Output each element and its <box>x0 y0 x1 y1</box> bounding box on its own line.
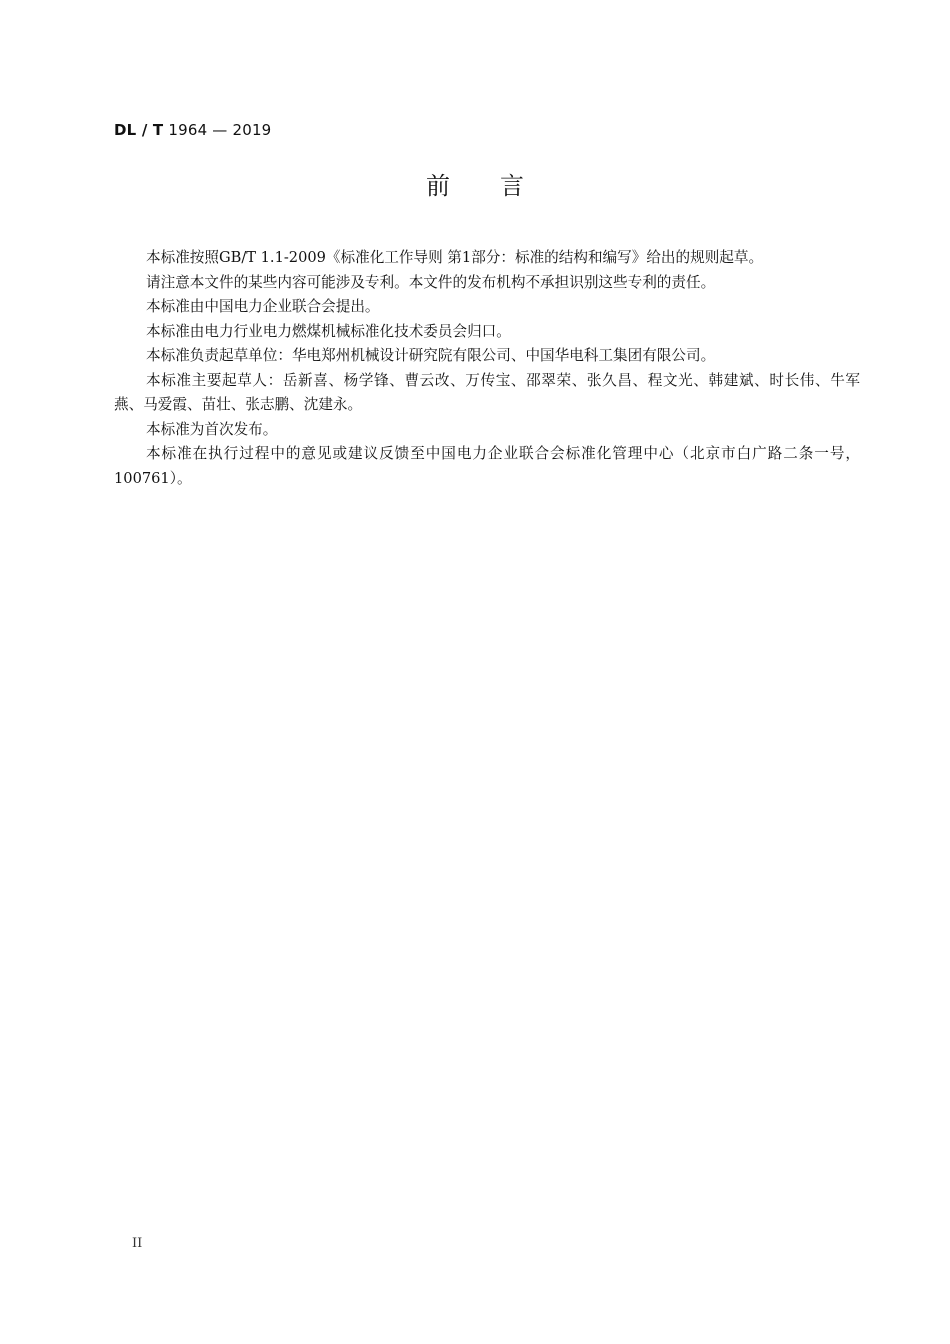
standard-code: DL / T <box>114 121 164 139</box>
paragraph-first-release: 本标准为首次发布。 <box>146 420 278 438</box>
paragraph-patent-notice: 请注意本文件的某些内容可能涉及专利。本文件的发布机构不承担识别这些专利的责任。 <box>146 273 716 291</box>
page-number: II <box>132 1236 143 1251</box>
document-header <box>114 121 271 139</box>
paragraph-drafters: 本标准主要起草人：岳新喜、杨学锋、曹云改、万传宝、邵翠荣、张久昌、程文光、韩建斌、时长伟、牛军燕、马爱霞、苗壮、张志鹏、沈建永。 <box>114 371 860 413</box>
paragraph-drafting-rules: 本标准按照GB/T 1.1-2009《标准化工作导则 第1部分：标准的结构和编写》给出的规则起草。 <box>146 249 764 266</box>
paragraph-proposed-by: 本标准由中国电力企业联合会提出。 <box>146 298 380 315</box>
foreword-body <box>114 246 860 491</box>
paragraph-feedback: 本标准在执行过程中的意见或建议反馈至中国电力企业联合会标准化管理中心（北京市白广路二条一号，100761）。 <box>114 445 860 487</box>
page-title: 前言 <box>426 172 574 200</box>
standard-number: 1964 — 2019 <box>168 121 272 139</box>
paragraph-drafting-units: 本标准负责起草单位：华电郑州机械设计研究院有限公司、中国华电科工集团有限公司。 <box>146 347 716 364</box>
paragraph-centralized-by: 本标准由电力行业电力燃煤机械标准化技术委员会归口。 <box>146 322 511 340</box>
